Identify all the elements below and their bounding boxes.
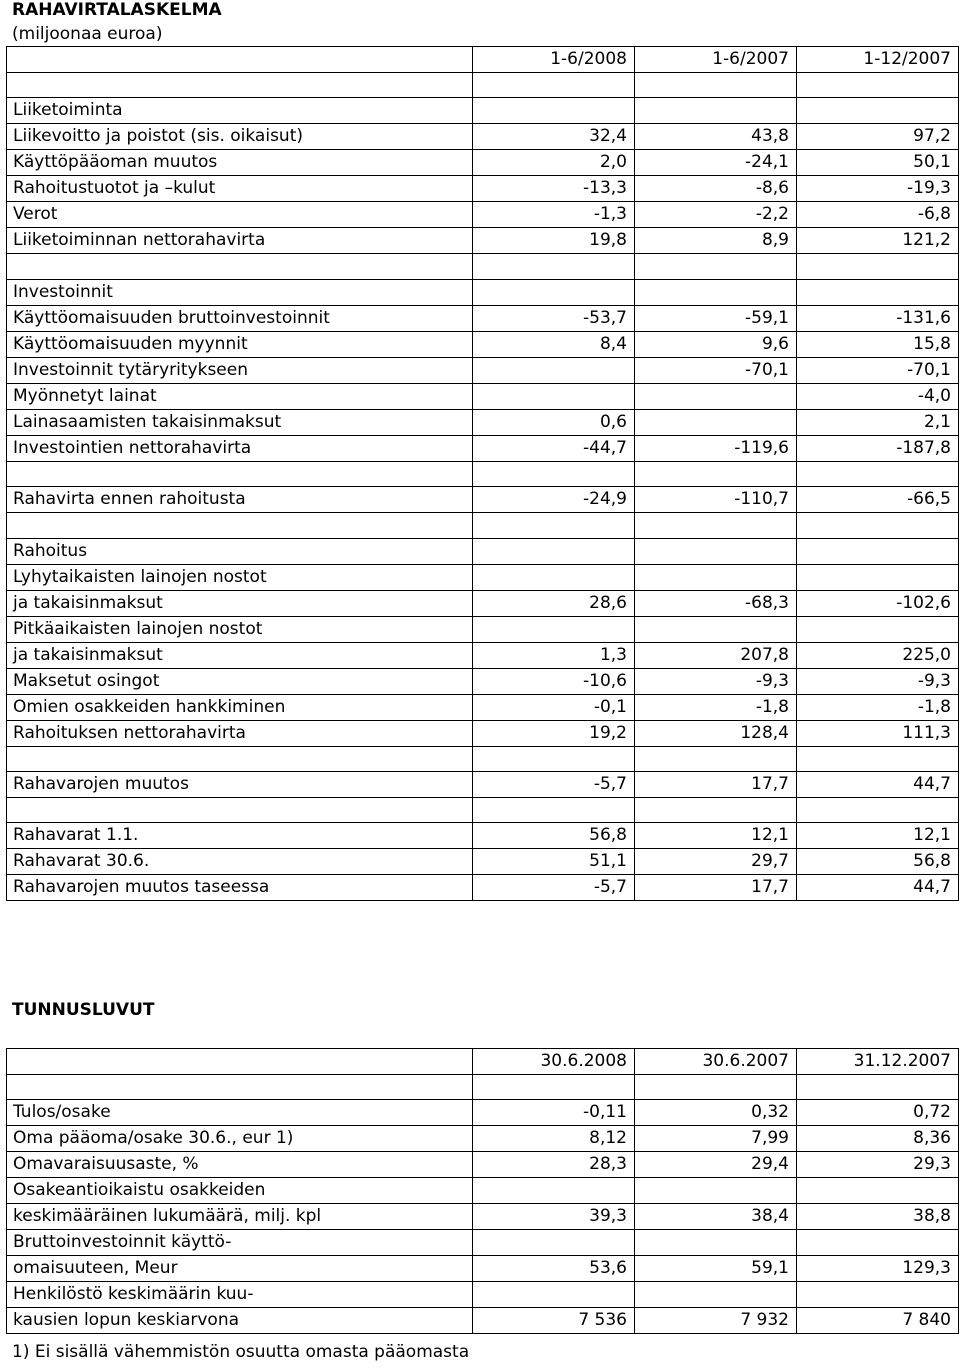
row-label: Investoinnit <box>7 279 473 305</box>
value-cell: 12,1 <box>635 823 797 849</box>
row-label: Investoinnit tytäryritykseen <box>7 357 473 383</box>
value-cell: 8,4 <box>473 331 635 357</box>
value-cell <box>797 279 959 305</box>
table-row <box>7 124 959 150</box>
table-row <box>7 746 959 771</box>
row-label: Käyttöomaisuuden myynnit <box>7 331 473 357</box>
value-cell: 2,0 <box>473 150 635 176</box>
table-row <box>7 1178 959 1204</box>
row-label: Henkilöstö keskimäärin kuu- <box>7 1282 473 1308</box>
row-label: ja takaisinmaksut <box>7 642 473 668</box>
value-cell <box>797 1178 959 1204</box>
value-cell: 59,1 <box>635 1256 797 1282</box>
value-cell: 121,2 <box>797 228 959 254</box>
value-cell: -53,7 <box>473 305 635 331</box>
column-header: 31.12.2007 <box>797 1049 959 1075</box>
value-cell <box>635 461 797 486</box>
table-row <box>7 875 959 901</box>
value-cell: 1,3 <box>473 642 635 668</box>
value-cell <box>635 73 797 98</box>
row-label <box>7 513 473 538</box>
value-cell: -68,3 <box>635 590 797 616</box>
row-label <box>7 254 473 279</box>
value-cell <box>797 1230 959 1256</box>
value-cell: -5,7 <box>473 875 635 901</box>
value-cell: 50,1 <box>797 150 959 176</box>
value-cell: 28,6 <box>473 590 635 616</box>
value-cell: 44,7 <box>797 875 959 901</box>
value-cell <box>635 383 797 409</box>
value-cell: 8,12 <box>473 1126 635 1152</box>
row-label: Rahoituksen nettorahavirta <box>7 720 473 746</box>
row-label: Rahavirta ennen rahoitusta <box>7 487 473 513</box>
value-cell <box>473 357 635 383</box>
value-cell: 51,1 <box>473 849 635 875</box>
value-cell <box>635 254 797 279</box>
table-row <box>7 409 959 435</box>
row-label: Omien osakkeiden hankkiminen <box>7 694 473 720</box>
value-cell <box>473 1230 635 1256</box>
value-cell: -24,1 <box>635 150 797 176</box>
table-row <box>7 1204 959 1230</box>
table-row <box>7 176 959 202</box>
value-cell <box>473 461 635 486</box>
row-label: Käyttöpääoman muutos <box>7 150 473 176</box>
table-row <box>7 1256 959 1282</box>
value-cell <box>635 1075 797 1100</box>
value-cell <box>473 513 635 538</box>
value-cell <box>797 1075 959 1100</box>
value-cell: 8,9 <box>635 228 797 254</box>
value-cell: -19,3 <box>797 176 959 202</box>
value-cell: 53,6 <box>473 1256 635 1282</box>
row-label <box>7 797 473 822</box>
column-header <box>7 47 473 73</box>
row-label <box>7 1075 473 1100</box>
value-cell <box>797 98 959 124</box>
value-cell: -13,3 <box>473 176 635 202</box>
table-row <box>7 1152 959 1178</box>
value-cell: 56,8 <box>797 849 959 875</box>
table-row <box>7 487 959 513</box>
value-cell: -4,0 <box>797 383 959 409</box>
value-cell <box>797 513 959 538</box>
value-cell <box>797 564 959 590</box>
row-label: Lainasaamisten takaisinmaksut <box>7 409 473 435</box>
value-cell: 0,72 <box>797 1100 959 1126</box>
value-cell <box>635 1230 797 1256</box>
value-cell: -2,2 <box>635 202 797 228</box>
row-label: Omavaraisuusaste, % <box>7 1152 473 1178</box>
value-cell: 7 536 <box>473 1308 635 1334</box>
value-cell: -5,7 <box>473 771 635 797</box>
value-cell <box>473 1282 635 1308</box>
footnote: 1) Ei sisällä vähemmistön osuutta omasta pääomasta <box>12 1342 470 1362</box>
value-cell: -8,6 <box>635 176 797 202</box>
row-label: Lyhytaikaisten lainojen nostot <box>7 564 473 590</box>
table-row <box>7 150 959 176</box>
value-cell <box>797 73 959 98</box>
row-label: kausien lopun keskiarvona <box>7 1308 473 1334</box>
value-cell: 19,8 <box>473 228 635 254</box>
value-cell <box>635 616 797 642</box>
column-header: 1-12/2007 <box>797 47 959 73</box>
row-label: Maksetut osingot <box>7 668 473 694</box>
value-cell <box>797 746 959 771</box>
value-cell: -187,8 <box>797 435 959 461</box>
value-cell: -102,6 <box>797 590 959 616</box>
header-row <box>7 1049 959 1075</box>
value-cell: -1,3 <box>473 202 635 228</box>
value-cell: 56,8 <box>473 823 635 849</box>
row-label: Liiketoiminnan nettorahavirta <box>7 228 473 254</box>
value-cell <box>635 409 797 435</box>
row-label <box>7 73 473 98</box>
table-row <box>7 305 959 331</box>
table-row <box>7 642 959 668</box>
table-row <box>7 1126 959 1152</box>
row-label: ja takaisinmaksut <box>7 590 473 616</box>
value-cell: 0,32 <box>635 1100 797 1126</box>
value-cell <box>473 564 635 590</box>
row-label: Rahavarojen muutos taseessa <box>7 875 473 901</box>
row-label: Pitkäaikaisten lainojen nostot <box>7 616 473 642</box>
table-row <box>7 513 959 538</box>
row-label: Investointien nettorahavirta <box>7 435 473 461</box>
value-cell: -59,1 <box>635 305 797 331</box>
value-cell <box>635 564 797 590</box>
value-cell: -10,6 <box>473 668 635 694</box>
value-cell <box>473 1178 635 1204</box>
row-label <box>7 746 473 771</box>
table-row <box>7 797 959 822</box>
row-label: Verot <box>7 202 473 228</box>
table-row <box>7 771 959 797</box>
table-row <box>7 1282 959 1308</box>
value-cell: 39,3 <box>473 1204 635 1230</box>
table-row <box>7 720 959 746</box>
cashflow-table <box>6 46 959 901</box>
row-label: Rahavarat 1.1. <box>7 823 473 849</box>
value-cell: 8,36 <box>797 1126 959 1152</box>
value-cell <box>797 797 959 822</box>
row-label: Bruttoinvestoinnit käyttö- <box>7 1230 473 1256</box>
row-label: Rahavarojen muutos <box>7 771 473 797</box>
value-cell: 207,8 <box>635 642 797 668</box>
table-row <box>7 538 959 564</box>
value-cell: -6,8 <box>797 202 959 228</box>
value-cell: 29,7 <box>635 849 797 875</box>
table-row <box>7 357 959 383</box>
table-row <box>7 202 959 228</box>
value-cell: 38,8 <box>797 1204 959 1230</box>
value-cell: 12,1 <box>797 823 959 849</box>
value-cell: 43,8 <box>635 124 797 150</box>
table-row <box>7 694 959 720</box>
value-cell: 2,1 <box>797 409 959 435</box>
value-cell <box>635 797 797 822</box>
row-label: Liikevoitto ja poistot (sis. oikaisut) <box>7 124 473 150</box>
value-cell <box>797 538 959 564</box>
report-subtitle: (miljoonaa euroa) <box>12 24 163 44</box>
value-cell: 7 932 <box>635 1308 797 1334</box>
value-cell: 17,7 <box>635 771 797 797</box>
value-cell <box>797 254 959 279</box>
value-cell: -0,1 <box>473 694 635 720</box>
row-label: Osakeantioikaistu osakkeiden <box>7 1178 473 1204</box>
value-cell: -44,7 <box>473 435 635 461</box>
row-label <box>7 461 473 486</box>
value-cell: -24,9 <box>473 487 635 513</box>
value-cell: 17,7 <box>635 875 797 901</box>
value-cell <box>635 538 797 564</box>
table-row <box>7 331 959 357</box>
value-cell: -131,6 <box>797 305 959 331</box>
value-cell: -0,11 <box>473 1100 635 1126</box>
table-row <box>7 1100 959 1126</box>
value-cell <box>473 98 635 124</box>
value-cell <box>635 513 797 538</box>
row-label: Rahavarat 30.6. <box>7 849 473 875</box>
table-row <box>7 668 959 694</box>
row-label: Oma pääoma/osake 30.6., eur 1) <box>7 1126 473 1152</box>
table-row <box>7 1230 959 1256</box>
value-cell <box>473 383 635 409</box>
table-row <box>7 823 959 849</box>
report-title: RAHAVIRTALASKELMA <box>12 0 222 20</box>
value-cell: 15,8 <box>797 331 959 357</box>
value-cell: -70,1 <box>797 357 959 383</box>
column-header: 30.6.2008 <box>473 1049 635 1075</box>
value-cell: 111,3 <box>797 720 959 746</box>
column-header: 30.6.2007 <box>635 1049 797 1075</box>
value-cell <box>797 616 959 642</box>
value-cell: 19,2 <box>473 720 635 746</box>
value-cell <box>473 616 635 642</box>
value-cell: 7 840 <box>797 1308 959 1334</box>
table-row <box>7 254 959 279</box>
table-row <box>7 228 959 254</box>
table-row <box>7 73 959 98</box>
value-cell: -119,6 <box>635 435 797 461</box>
row-label: Tulos/osake <box>7 1100 473 1126</box>
value-cell: -9,3 <box>635 668 797 694</box>
row-label: keskimääräinen lukumäärä, milj. kpl <box>7 1204 473 1230</box>
row-label: Käyttöomaisuuden bruttoinvestoinnit <box>7 305 473 331</box>
value-cell <box>473 279 635 305</box>
value-cell <box>635 98 797 124</box>
table-row <box>7 435 959 461</box>
value-cell: -9,3 <box>797 668 959 694</box>
column-header <box>7 1049 473 1075</box>
value-cell <box>635 746 797 771</box>
column-header: 1-6/2008 <box>473 47 635 73</box>
value-cell <box>473 254 635 279</box>
row-label: Liiketoiminta <box>7 98 473 124</box>
value-cell: 32,4 <box>473 124 635 150</box>
value-cell: -110,7 <box>635 487 797 513</box>
value-cell: 0,6 <box>473 409 635 435</box>
column-header: 1-6/2007 <box>635 47 797 73</box>
value-cell <box>635 279 797 305</box>
table-row <box>7 590 959 616</box>
value-cell <box>797 461 959 486</box>
value-cell: -1,8 <box>635 694 797 720</box>
table-row <box>7 849 959 875</box>
table-row <box>7 616 959 642</box>
key-figures-title: TUNNUSLUVUT <box>12 1000 155 1020</box>
value-cell: -66,5 <box>797 487 959 513</box>
value-cell: 38,4 <box>635 1204 797 1230</box>
value-cell <box>473 538 635 564</box>
row-label: omaisuuteen, Meur <box>7 1256 473 1282</box>
value-cell <box>473 746 635 771</box>
header-row <box>7 47 959 73</box>
value-cell <box>797 1282 959 1308</box>
value-cell <box>473 1075 635 1100</box>
value-cell: 129,3 <box>797 1256 959 1282</box>
value-cell: -70,1 <box>635 357 797 383</box>
value-cell <box>635 1282 797 1308</box>
table-row <box>7 98 959 124</box>
key-figures-table <box>6 1048 959 1334</box>
value-cell <box>473 797 635 822</box>
row-label: Rahoitus <box>7 538 473 564</box>
table-row <box>7 461 959 486</box>
value-cell: 7,99 <box>635 1126 797 1152</box>
row-label: Myönnetyt lainat <box>7 383 473 409</box>
table-row <box>7 1308 959 1334</box>
value-cell: 225,0 <box>797 642 959 668</box>
value-cell: 44,7 <box>797 771 959 797</box>
value-cell: 29,3 <box>797 1152 959 1178</box>
value-cell <box>473 73 635 98</box>
table-row <box>7 279 959 305</box>
table-row <box>7 1075 959 1100</box>
value-cell: 29,4 <box>635 1152 797 1178</box>
table-row <box>7 383 959 409</box>
value-cell: 128,4 <box>635 720 797 746</box>
value-cell: -1,8 <box>797 694 959 720</box>
row-label: Rahoitustuotot ja –kulut <box>7 176 473 202</box>
value-cell <box>635 1178 797 1204</box>
value-cell: 9,6 <box>635 331 797 357</box>
value-cell: 97,2 <box>797 124 959 150</box>
table-row <box>7 564 959 590</box>
value-cell: 28,3 <box>473 1152 635 1178</box>
